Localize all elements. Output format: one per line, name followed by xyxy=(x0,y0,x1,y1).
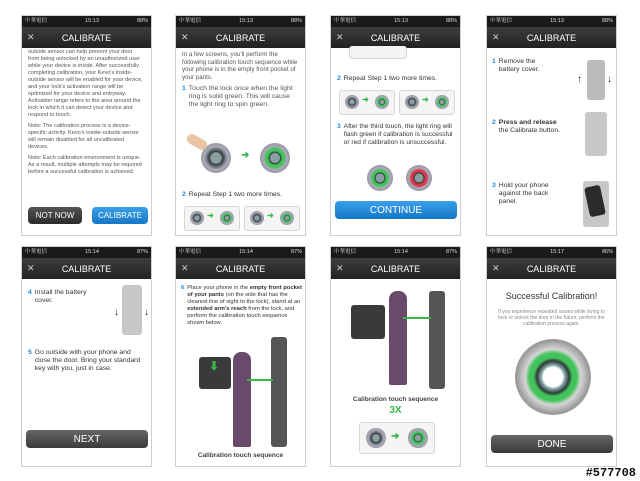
carrier-label: 中華電信 xyxy=(334,249,357,255)
close-icon[interactable]: ✕ xyxy=(492,263,500,273)
carrier-label: 中華電信 xyxy=(334,18,357,24)
step-number: 6 xyxy=(181,285,185,291)
lock-failure-icon xyxy=(406,165,432,191)
step-2-bold: Press and release xyxy=(498,119,557,126)
lock-green-icon xyxy=(260,143,290,173)
lock-green-icon xyxy=(220,211,234,225)
repeat-count: 3X xyxy=(389,405,402,416)
battery-label: 88% xyxy=(601,18,613,24)
note-text-2: Note: Each calibration environment is unique. As a result, multiple attempts may be required before a successful calibration is achieved. xyxy=(28,155,142,175)
step-2-text xyxy=(499,119,560,135)
step-1-text: Touch the lock once when the light ring is solid green. This will cause the light ring to spin green. xyxy=(188,85,293,109)
person-at-door-illustration xyxy=(345,281,450,391)
status-bar xyxy=(331,247,460,258)
title-bar xyxy=(331,258,460,279)
sequence-box-1 xyxy=(339,90,395,115)
battery-label: 88% xyxy=(445,18,457,24)
success-heading: Successful Calibration! xyxy=(505,291,598,301)
touch-illustration xyxy=(186,137,296,181)
time-label: 15:14 xyxy=(85,249,99,255)
carrier-label: 中華電信 xyxy=(490,18,513,24)
caption: Calibration touch sequence xyxy=(197,452,284,459)
title-bar xyxy=(487,27,616,48)
carrier-label: 中華電信 xyxy=(490,249,513,255)
step-2-text: Repeat Step 1 two more times. xyxy=(343,75,438,82)
close-icon[interactable]: ✕ xyxy=(27,32,35,42)
arrow-icon: ➜ xyxy=(267,211,274,220)
carrier-label: 中華電信 xyxy=(25,18,48,24)
battery-label: 88% xyxy=(136,18,148,24)
time-label: 15:13 xyxy=(550,18,564,24)
arrow-icon: ➜ xyxy=(207,211,214,220)
battery-label: 87% xyxy=(445,249,457,255)
page-title: CALIBRATE xyxy=(61,32,112,43)
step-5-text: Go outside with your phone and close the door. Bring your standard key with you, just in case. xyxy=(34,349,141,372)
done-button[interactable]: DONE xyxy=(491,435,613,453)
next-button[interactable]: NEXT xyxy=(26,430,148,448)
arrow-icon: ➜ xyxy=(241,150,250,161)
status-bar xyxy=(487,16,616,27)
screen-6 xyxy=(175,246,306,467)
time-label: 15:13 xyxy=(85,18,99,24)
sequence-box-2 xyxy=(244,206,300,231)
page-title: CALIBRATE xyxy=(61,263,112,274)
title-bar xyxy=(22,258,151,279)
arrow-down-icon: ↓ xyxy=(144,307,149,318)
page-title: CALIBRATE xyxy=(526,32,577,43)
step-number: 2 xyxy=(492,119,496,126)
screen-8 xyxy=(486,246,617,467)
screen-7 xyxy=(330,246,461,467)
person-at-door-illustration xyxy=(191,337,291,449)
person-icon xyxy=(389,291,407,385)
status-bar xyxy=(331,16,460,27)
close-icon[interactable]: ✕ xyxy=(492,32,500,42)
calibrate-button[interactable]: CALIBRATE xyxy=(92,207,148,224)
intro-text: In a few screens, you'll perform the following calibration touch sequence while your phone is in the empty front pocket of your pants. xyxy=(182,51,298,81)
page-title: CALIBRATE xyxy=(526,263,577,274)
close-icon[interactable]: ✕ xyxy=(181,32,189,42)
carrier-label: 中華電信 xyxy=(25,249,48,255)
battery-label: 86% xyxy=(601,249,613,255)
screen-3 xyxy=(330,15,461,236)
battery-label: 87% xyxy=(290,249,302,255)
step-2-rest: the Calibrate button. xyxy=(498,127,560,134)
arrow-down-icon: ↓ xyxy=(607,74,612,85)
step-number: 2 xyxy=(337,75,341,82)
time-label: 15:14 xyxy=(239,249,253,255)
step-6-part: (on the side that has the clearest line of sight to the lock), stand at an xyxy=(187,291,301,305)
step-number: 1 xyxy=(492,58,496,65)
screen-2 xyxy=(175,15,306,236)
step-number: 4 xyxy=(28,289,32,296)
time-label: 15:13 xyxy=(239,18,253,24)
calibrate-button-image xyxy=(585,112,607,156)
carrier-label: 中華電信 xyxy=(179,249,202,255)
sequence-box-partial xyxy=(349,46,407,59)
title-bar xyxy=(22,27,151,48)
step-number: 3 xyxy=(492,182,496,189)
page-title: CALIBRATE xyxy=(370,32,421,43)
lock-back-panel-image xyxy=(587,60,605,100)
step-number: 3 xyxy=(337,123,341,130)
page-title: CALIBRATE xyxy=(370,263,421,274)
step-6-bold: empty front pocket of your pants xyxy=(187,285,302,298)
time-label: 15:17 xyxy=(550,249,564,255)
title-bar xyxy=(331,27,460,48)
step-6-bold: extended arm's reach xyxy=(187,305,247,312)
step-1-text: Remove the battery cover. xyxy=(498,58,540,73)
arrow-down-icon: ⬇ xyxy=(209,359,220,373)
arrow-icon: ➜ xyxy=(391,431,400,442)
step-6-part: Place your phone in the xyxy=(187,285,250,291)
lock-green-icon xyxy=(408,428,428,448)
title-bar xyxy=(176,27,305,48)
phone-pocket-inset xyxy=(351,305,385,339)
success-body: If you experience repeated issues while trying to lock or unlock the door in the future, perform the calibration process again. xyxy=(498,309,605,328)
screen-4 xyxy=(486,15,617,236)
time-label: 15:14 xyxy=(394,249,408,255)
step-number: 5 xyxy=(28,349,32,356)
status-bar xyxy=(22,16,151,27)
step-2-text: Repeat Step 1 two more times. xyxy=(188,191,283,198)
door-image xyxy=(271,337,287,447)
step-number: 2 xyxy=(182,191,186,198)
status-bar xyxy=(176,247,305,258)
close-icon[interactable]: ✕ xyxy=(336,263,344,273)
lock-green-icon xyxy=(435,95,449,109)
title-bar xyxy=(176,258,305,279)
intro-text: outside sensor can help prevent your door from being unlocked by an unauthorized user while your device is inside. After successfully completing calibration, your Kevo's inside-outside sensor will be enabled for your device, and your lock's activation range will be optimized for your device and entryway. Activation range refers to the area around the lock in which it can detect your device and respond to touch. xyxy=(28,49,143,118)
close-icon[interactable]: ✕ xyxy=(336,32,344,42)
screen-1 xyxy=(21,15,152,236)
lock-icon xyxy=(250,211,264,225)
step-4-text: Install the battery cover. xyxy=(34,289,87,304)
title-bar xyxy=(487,258,616,279)
watermark: #577708 xyxy=(585,466,636,480)
battery-label: 87% xyxy=(136,249,148,255)
step-number: 1 xyxy=(182,85,186,93)
status-bar xyxy=(22,247,151,258)
lock-icon xyxy=(405,95,419,109)
step-3-text: Hold your phone against the back panel. xyxy=(498,182,549,205)
arrow-up-icon: ↑ xyxy=(577,74,582,85)
carrier-label: 中華電信 xyxy=(179,18,202,24)
lock-success-glow xyxy=(515,339,591,415)
step-6-part: from the lock, and perform the calibration touch sequence shown below. xyxy=(187,305,295,326)
lock-success-icon xyxy=(367,165,393,191)
note-text-1: Note: The calibration process is a device-specific activity. Kevo's inside-outside sensor will remain disabled for all uncalibrated devices. xyxy=(28,123,140,150)
lock-icon xyxy=(345,95,359,109)
lock-icon xyxy=(190,211,204,225)
step-6-text xyxy=(187,285,303,326)
sequence-box-2 xyxy=(399,90,455,115)
sequence-box-1 xyxy=(184,206,240,231)
close-icon[interactable]: ✕ xyxy=(27,263,35,273)
screen-5 xyxy=(21,246,152,467)
continue-button[interactable]: CONTINUE xyxy=(335,201,457,219)
arrow-icon: ➜ xyxy=(422,95,429,104)
step-3-text: After the third touch, the light ring will flash green if calibration is successful or red if calibration is unsuccessful. xyxy=(343,123,453,146)
close-icon[interactable]: ✕ xyxy=(181,263,189,273)
caption: Calibration touch sequence xyxy=(352,396,439,403)
page-title: CALIBRATE xyxy=(215,32,266,43)
battery-label: 88% xyxy=(290,18,302,24)
person-icon xyxy=(233,352,251,447)
reach-arm xyxy=(247,379,273,381)
status-bar xyxy=(487,247,616,258)
arrow-icon: ➜ xyxy=(362,95,369,104)
reach-arm xyxy=(403,317,431,319)
door-image xyxy=(429,291,445,389)
sequence-box xyxy=(359,422,435,454)
status-bar xyxy=(176,16,305,27)
battery-cover-image xyxy=(122,285,142,335)
time-label: 15:13 xyxy=(394,18,408,24)
lock-green-icon xyxy=(375,95,389,109)
arrow-down-icon: ↓ xyxy=(114,307,119,318)
not-now-button[interactable]: NOT NOW xyxy=(28,207,82,224)
page-title: CALIBRATE xyxy=(215,263,266,274)
lock-icon xyxy=(366,428,386,448)
lock-green-icon xyxy=(280,211,294,225)
